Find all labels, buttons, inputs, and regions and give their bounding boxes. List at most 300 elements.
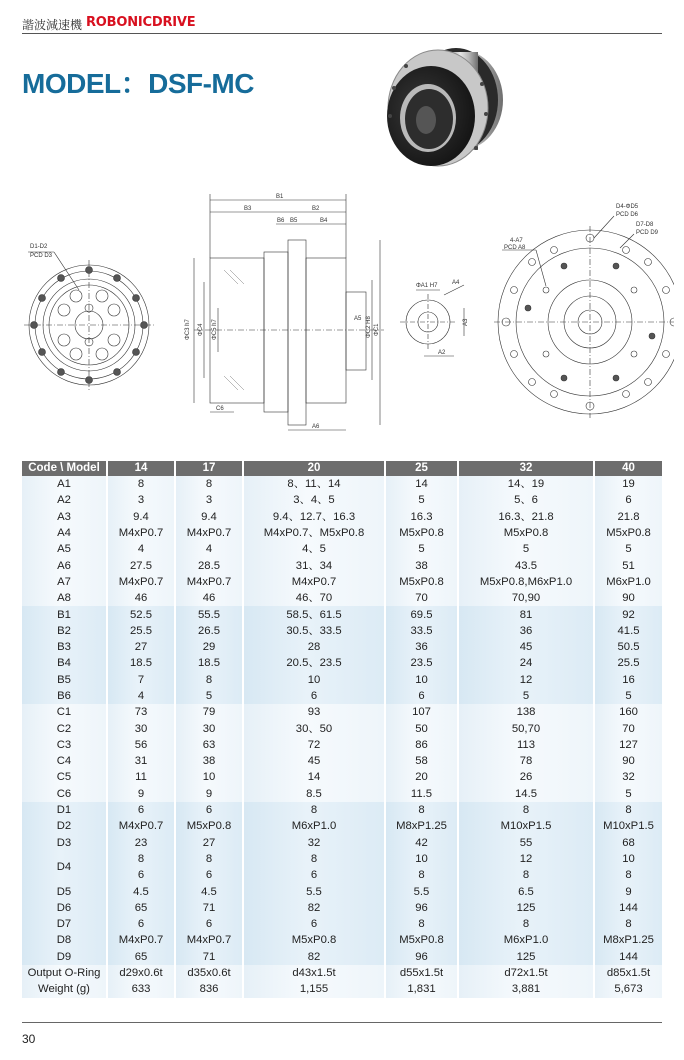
row-code: D6 [22,900,108,916]
table-cell: M4xP0.7、M5xP0.8 [244,525,386,541]
table-cell: 18.5 [108,655,176,671]
table-cell: 5 [595,541,662,557]
row-code: B4 [22,655,108,671]
table-row [22,476,662,492]
column-header-model-25: 25 [386,461,459,476]
row-code: D3 [22,835,108,851]
svg-text:B5: B5 [290,218,298,224]
specification-table [22,461,662,998]
table-cell: 8 [108,851,176,867]
table-cell: 9 [176,786,244,802]
svg-text:A5: A5 [354,316,362,322]
table-cell: 6 [108,867,176,883]
table-cell: 5 [595,786,662,802]
row-code: A1 [22,476,108,492]
svg-text:D7-D8: D7-D8 [636,222,654,228]
table-cell: 23.5 [386,655,459,671]
row-code: D2 [22,818,108,834]
table-cell: 12 [459,672,595,688]
table-cell: 55 [459,835,595,851]
table-cell: 113 [459,737,595,753]
table-header-row [22,461,662,476]
row-code: B1 [22,606,108,622]
row-code: B2 [22,623,108,639]
table-cell: 93 [244,704,386,720]
table-row [22,672,662,688]
table-cell: 8 [176,851,244,867]
table-cell: 51 [595,557,662,573]
product-photo [376,38,516,173]
table-cell: d72x1.5t [459,965,595,981]
table-cell: 16.3 [386,509,459,525]
table-row [22,932,662,948]
table-cell: 5.5 [244,883,386,899]
table-row [22,802,662,818]
table-row [22,753,662,769]
column-header-model-32: 32 [459,461,595,476]
table-cell: M4xP0.7 [244,574,386,590]
table-cell: 5.5 [386,883,459,899]
table-cell: 50.5 [595,639,662,655]
table-cell: 96 [386,949,459,965]
table-cell: 28.5 [176,557,244,573]
column-header-model-40: 40 [595,461,662,476]
table-cell: 8 [459,867,595,883]
table-cell: 6 [386,688,459,704]
table-cell: 7 [108,672,176,688]
table-cell: 45 [244,753,386,769]
table-cell: 10 [386,672,459,688]
table-cell: M10xP1.5 [595,818,662,834]
table-cell: 79 [176,704,244,720]
row-code: D5 [22,883,108,899]
table-row [22,541,662,557]
table-cell: 144 [595,900,662,916]
table-cell: 160 [595,704,662,720]
table-cell: 6 [244,688,386,704]
table-cell: d85x1.5t [595,965,662,981]
table-cell: 8 [386,867,459,883]
footer-divider [22,1022,662,1023]
table-row [22,835,662,851]
table-cell: 92 [595,606,662,622]
svg-text:D4-ΦD5: D4-ΦD5 [616,204,639,210]
table-row [22,851,662,867]
table-cell: 8 [595,916,662,932]
table-cell: 26.5 [176,623,244,639]
table-cell: 90 [595,753,662,769]
table-cell: 36 [459,623,595,639]
row-code: A8 [22,590,108,606]
table-row [22,574,662,590]
table-cell: 90 [595,590,662,606]
row-code: B5 [22,672,108,688]
row-code: A4 [22,525,108,541]
table-row [22,557,662,573]
row-code: A6 [22,557,108,573]
table-cell: 10 [176,769,244,785]
table-cell: M5xP0.8 [595,525,662,541]
table-cell: M6xP1.0 [459,932,595,948]
table-row [22,688,662,704]
table-cell: M8xP1.25 [595,932,662,948]
table-cell: 46 [108,590,176,606]
table-cell: 5 [459,688,595,704]
svg-text:B2: B2 [312,206,320,212]
svg-text:C6: C6 [216,406,224,412]
table-cell: 8 [595,802,662,818]
table-cell: 6 [176,916,244,932]
table-cell: d43x1.5t [244,965,386,981]
table-cell: M4xP0.7 [176,932,244,948]
column-header-model-20: 20 [244,461,386,476]
table-cell: 6 [108,802,176,818]
rear-view-drawing [494,204,674,418]
table-cell: 4.5 [108,883,176,899]
table-cell: 23 [108,835,176,851]
table-row [22,623,662,639]
svg-text:B4: B4 [320,218,328,224]
table-cell: 71 [176,900,244,916]
table-cell: 32 [595,769,662,785]
table-cell: M4xP0.7 [108,574,176,590]
svg-text:A6: A6 [312,424,320,430]
table-cell: M6xP1.0 [244,818,386,834]
table-cell: 30 [176,720,244,736]
table-row [22,949,662,965]
svg-text:ΦC5 h7: ΦC5 h7 [212,319,218,340]
svg-text:A2: A2 [438,350,446,356]
table-cell: M5xP0.8,M6xP1.0 [459,574,595,590]
table-row [22,606,662,622]
table-cell: d35x0.6t [176,965,244,981]
column-header-model-14: 14 [108,461,176,476]
column-header-code: Code \ Model [22,461,108,476]
table-cell: 16.3、21.8 [459,509,595,525]
table-cell: 52.5 [108,606,176,622]
table-cell: 10 [595,851,662,867]
table-cell: 5,673 [595,981,662,997]
row-code: A2 [22,492,108,508]
row-code: D1 [22,802,108,818]
table-cell: 125 [459,949,595,965]
table-cell: 8 [459,916,595,932]
table-cell: 24 [459,655,595,671]
table-cell: 46、70 [244,590,386,606]
table-row [22,786,662,802]
row-code: Weight (g) [22,981,108,997]
table-cell: 8 [176,672,244,688]
table-cell: 27 [176,835,244,851]
table-cell: 8 [108,476,176,492]
table-body [22,476,662,998]
table-cell: M5xP0.8 [244,932,386,948]
row-code: A7 [22,574,108,590]
table-row [22,525,662,541]
table-cell: 56 [108,737,176,753]
table-cell: 9.4 [108,509,176,525]
table-row [22,509,662,525]
table-cell: M8xP1.25 [386,818,459,834]
table-cell: 25.5 [595,655,662,671]
table-cell: 4 [108,541,176,557]
page-number: 30 [22,1032,36,1046]
table-cell: 29 [176,639,244,655]
row-code: C6 [22,786,108,802]
table-cell: 65 [108,949,176,965]
table-cell: 8、11、14 [244,476,386,492]
table-row [22,900,662,916]
table-cell: 30 [108,720,176,736]
table-cell: 14、19 [459,476,595,492]
table-cell: 68 [595,835,662,851]
table-row [22,981,662,997]
table-cell: 28 [244,639,386,655]
svg-text:B1: B1 [276,194,284,200]
table-cell: 96 [386,900,459,916]
table-cell: 27.5 [108,557,176,573]
table-cell: 41.5 [595,623,662,639]
table-cell: 69.5 [386,606,459,622]
table-cell: 5 [459,541,595,557]
table-cell: 3、4、5 [244,492,386,508]
table-cell: 5、6 [459,492,595,508]
table-cell: 30.5、33.5 [244,623,386,639]
table-cell: 14 [386,476,459,492]
table-cell: 5 [386,541,459,557]
table-cell: 144 [595,949,662,965]
table-cell: 8 [386,916,459,932]
table-cell: 6 [244,867,386,883]
svg-text:ΦC3 h7: ΦC3 h7 [185,319,191,340]
table-cell: 82 [244,949,386,965]
table-cell: 27 [108,639,176,655]
table-cell: M6xP1.0 [595,574,662,590]
table-cell: 4 [108,688,176,704]
table-cell: 127 [595,737,662,753]
svg-text:PCD D6: PCD D6 [616,212,639,218]
svg-text:B3: B3 [244,206,252,212]
row-code: Output O-Ring [22,965,108,981]
table-cell: d55x1.5t [386,965,459,981]
table-row [22,639,662,655]
table-cell: 38 [386,557,459,573]
table-cell: 73 [108,704,176,720]
table-cell: M4xP0.7 [108,932,176,948]
table-cell: 5 [176,688,244,704]
svg-text:B6: B6 [277,218,285,224]
table-cell: 8.5 [244,786,386,802]
side-view-drawing [185,194,384,430]
table-cell: 31 [108,753,176,769]
table-cell: M4xP0.7 [108,525,176,541]
row-code: B3 [22,639,108,655]
shaft-view-drawing [400,280,469,356]
table-cell: 8 [386,802,459,818]
table-row [22,883,662,899]
svg-text:ΦC2 H8: ΦC2 H8 [366,316,372,338]
table-cell: 3 [176,492,244,508]
page-header [22,12,662,34]
table-cell: 50,70 [459,720,595,736]
table-cell: 6.5 [459,883,595,899]
table-cell: 8 [244,851,386,867]
table-cell: 4 [176,541,244,557]
svg-text:ΦA1 H7: ΦA1 H7 [416,283,438,289]
table-cell: 26 [459,769,595,785]
svg-text:D1-D2: D1-D2 [30,244,48,250]
svg-text:4-A7: 4-A7 [510,238,523,244]
table-cell: 6 [244,916,386,932]
table-cell: 3,881 [459,981,595,997]
table-row [22,965,662,981]
table-cell: 125 [459,900,595,916]
table-row [22,720,662,736]
table-row [22,818,662,834]
svg-text:ΦC4: ΦC4 [198,323,204,336]
table-cell: 21.8 [595,509,662,525]
row-code: A5 [22,541,108,557]
table-cell: 30、50 [244,720,386,736]
table-cell: 6 [176,802,244,818]
table-cell: 11 [108,769,176,785]
brand-chinese-name: 諧波減速機 [22,18,83,32]
table-cell: 633 [108,981,176,997]
row-code: D4 [22,851,108,884]
row-code: C1 [22,704,108,720]
technical-drawings [24,190,674,435]
table-cell: M5xP0.8 [386,932,459,948]
table-cell: 36 [386,639,459,655]
table-cell: 20.5、23.5 [244,655,386,671]
table-cell: M5xP0.8 [386,574,459,590]
table-cell: 16 [595,672,662,688]
column-header-model-17: 17 [176,461,244,476]
table-cell: 8 [459,802,595,818]
table-row [22,704,662,720]
row-code: C3 [22,737,108,753]
table-cell: M5xP0.8 [386,525,459,541]
table-cell: 8 [244,802,386,818]
table-cell: d29x0.6t [108,965,176,981]
row-code: B6 [22,688,108,704]
table-cell: 11.5 [386,786,459,802]
table-cell: 86 [386,737,459,753]
table-cell: 10 [244,672,386,688]
table-cell: 70 [595,720,662,736]
svg-text:A3: A3 [463,318,469,326]
svg-text:ΦC1: ΦC1 [374,323,380,336]
table-cell: 6 [176,867,244,883]
table-cell: M5xP0.8 [459,525,595,541]
row-code: C2 [22,720,108,736]
table-cell: 31、34 [244,557,386,573]
table-cell: 107 [386,704,459,720]
table-cell: 63 [176,737,244,753]
table-cell: 6 [108,916,176,932]
row-code: D9 [22,949,108,965]
table-cell: 58 [386,753,459,769]
table-cell: 50 [386,720,459,736]
table-cell: 9.4 [176,509,244,525]
table-row [22,655,662,671]
table-cell: 10 [386,851,459,867]
table-cell: 65 [108,900,176,916]
table-cell: M4xP0.7 [108,818,176,834]
table-cell: 43.5 [459,557,595,573]
brand-logo-text: ROBONICDRIVE [86,15,196,30]
svg-text:PCD D3: PCD D3 [30,253,53,259]
table-row [22,590,662,606]
table-cell: 70,90 [459,590,595,606]
table-cell: 8 [176,476,244,492]
table-cell: 4、5 [244,541,386,557]
table-row [22,916,662,932]
table-cell: 9 [595,883,662,899]
front-view-drawing [24,244,154,390]
table-cell: M10xP1.5 [459,818,595,834]
table-cell: 33.5 [386,623,459,639]
table-cell: 42 [386,835,459,851]
table-cell: 8 [595,867,662,883]
page-title: MODEL：DSF-MC [22,68,254,99]
table-cell: 9.4、12.7、16.3 [244,509,386,525]
table-cell: 45 [459,639,595,655]
svg-text:PCD D9: PCD D9 [636,230,659,236]
svg-text:PCD A8: PCD A8 [504,245,526,251]
table-cell: 3 [108,492,176,508]
table-cell: 58.5、61.5 [244,606,386,622]
table-cell: 5 [595,688,662,704]
table-cell: 55.5 [176,606,244,622]
svg-text:A4: A4 [452,280,460,286]
table-row [22,492,662,508]
table-cell: 78 [459,753,595,769]
table-cell: 25.5 [108,623,176,639]
table-row [22,737,662,753]
table-cell: 138 [459,704,595,720]
table-cell: M4xP0.7 [176,525,244,541]
table-cell: 1,831 [386,981,459,997]
table-cell: 81 [459,606,595,622]
row-code: C5 [22,769,108,785]
table-cell: 5 [386,492,459,508]
table-cell: 836 [176,981,244,997]
table-cell: 19 [595,476,662,492]
table-cell: 71 [176,949,244,965]
table-cell: 6 [595,492,662,508]
table-cell: 14.5 [459,786,595,802]
table-cell: M5xP0.8 [176,818,244,834]
table-cell: 46 [176,590,244,606]
table-cell: 12 [459,851,595,867]
table-cell: 70 [386,590,459,606]
table-cell: 82 [244,900,386,916]
table-cell: 18.5 [176,655,244,671]
row-code: D7 [22,916,108,932]
table-cell: 1,155 [244,981,386,997]
table-row [22,769,662,785]
table-cell: 20 [386,769,459,785]
table-cell: M4xP0.7 [176,574,244,590]
table-cell: 14 [244,769,386,785]
table-row [22,867,662,883]
row-code: A3 [22,509,108,525]
table-cell: 32 [244,835,386,851]
row-code: C4 [22,753,108,769]
table-cell: 4.5 [176,883,244,899]
table-cell: 9 [108,786,176,802]
